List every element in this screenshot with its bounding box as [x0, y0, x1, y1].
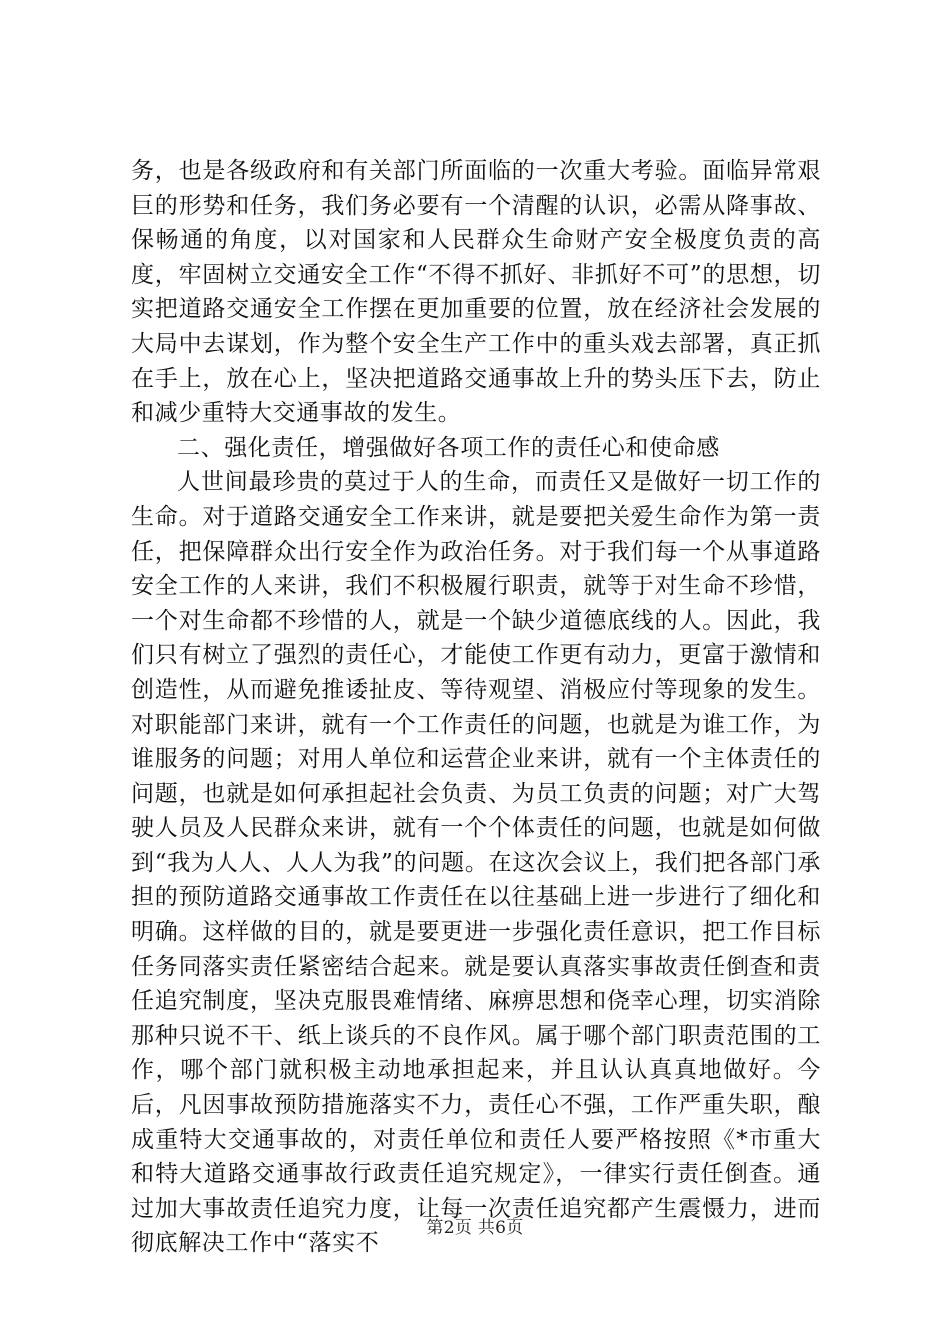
body-text: [131, 154, 821, 1261]
paragraph-2: 人世间最珍贵的莫过于人的生命，而责任又是做好一切工作的生命。对于道路交通安全工作来讲，就是要把关爱生命作为第一责任，把保障群众出行安全作为政治任务。对于我们每一个从事道路安全工作的人来讲，我们不积极履行职责，就等于对生命不珍惜，一个对生命都不珍惜的人，就是一个缺少道德底线的人。因此，我们只有树立了强烈的责任心，才能使工作更有动力，更富于激情和创造性，从而避免推诿扯皮、等待观望、消极应付等现象的发生。对职能部门来讲，就有一个工作责任的问题，也就是为谁工作，为谁服务的问题；对用人单位和运营企业来讲，就有一个主体责任的问题，也就是如何承担起社会负责、为员工负责的问题；对广大驾驶人员及人民群众来讲，就有一个个体责任的问题，也就是如何做到“我为人人、人人为我”的问题。在这次会议上，我们把各部门承担的预防道路交通事故工作责任在以往基础上进一步进行了细化和明确。这样做的目的，就是要更进一步强化责任意识，把工作目标任务同落实责任紧密结合起来。就是要认真落实事故责任倒查和责任追究制度，坚决克服畏难情绪、麻痹思想和侥幸心理，切实消除那种只说不干、纸上谈兵的不良作风。属于哪个部门职责范围的工作，哪个部门就积极主动地承担起来，并且认认真真地做好。今后，凡因事故预防措施落实不力，责任心不强，工作严重失职，酿成重特大交通事故的，对责任单位和责任人要严格按照《*市重大和特大道路交通事故行政责任追究规定》，一律实行责任倒查。通过加大事故责任追究力度，让每一次责任追究都产生震慑力，进而彻底解决工作中“落实不: [131, 469, 821, 1257]
page-number-footer: 第2页 共6页: [426, 1218, 524, 1238]
paragraph-1: 务，也是各级政府和有关部门所面临的一次重大考验。面临异常艰巨的形势和任务，我们务必要有一个清醒的认识，必需从降事故、保畅通的角度，以对国家和人民群众生命财产安全极度负责的高度，牢固树立交通安全工作“不得不抓好、非抓好不可”的思想，切实把道路交通安全工作摆在更加重要的位置，放在经济社会发展的大局中去谋划，作为整个安全生产工作中的重头戏去部署，真正抓在手上，放在心上，坚决把道路交通事故上升的势头压下去，防止和减少重特大交通事故的发生。: [131, 158, 821, 427]
section-heading: 二、强化责任，增强做好各项工作的责任心和使命感: [177, 434, 720, 461]
